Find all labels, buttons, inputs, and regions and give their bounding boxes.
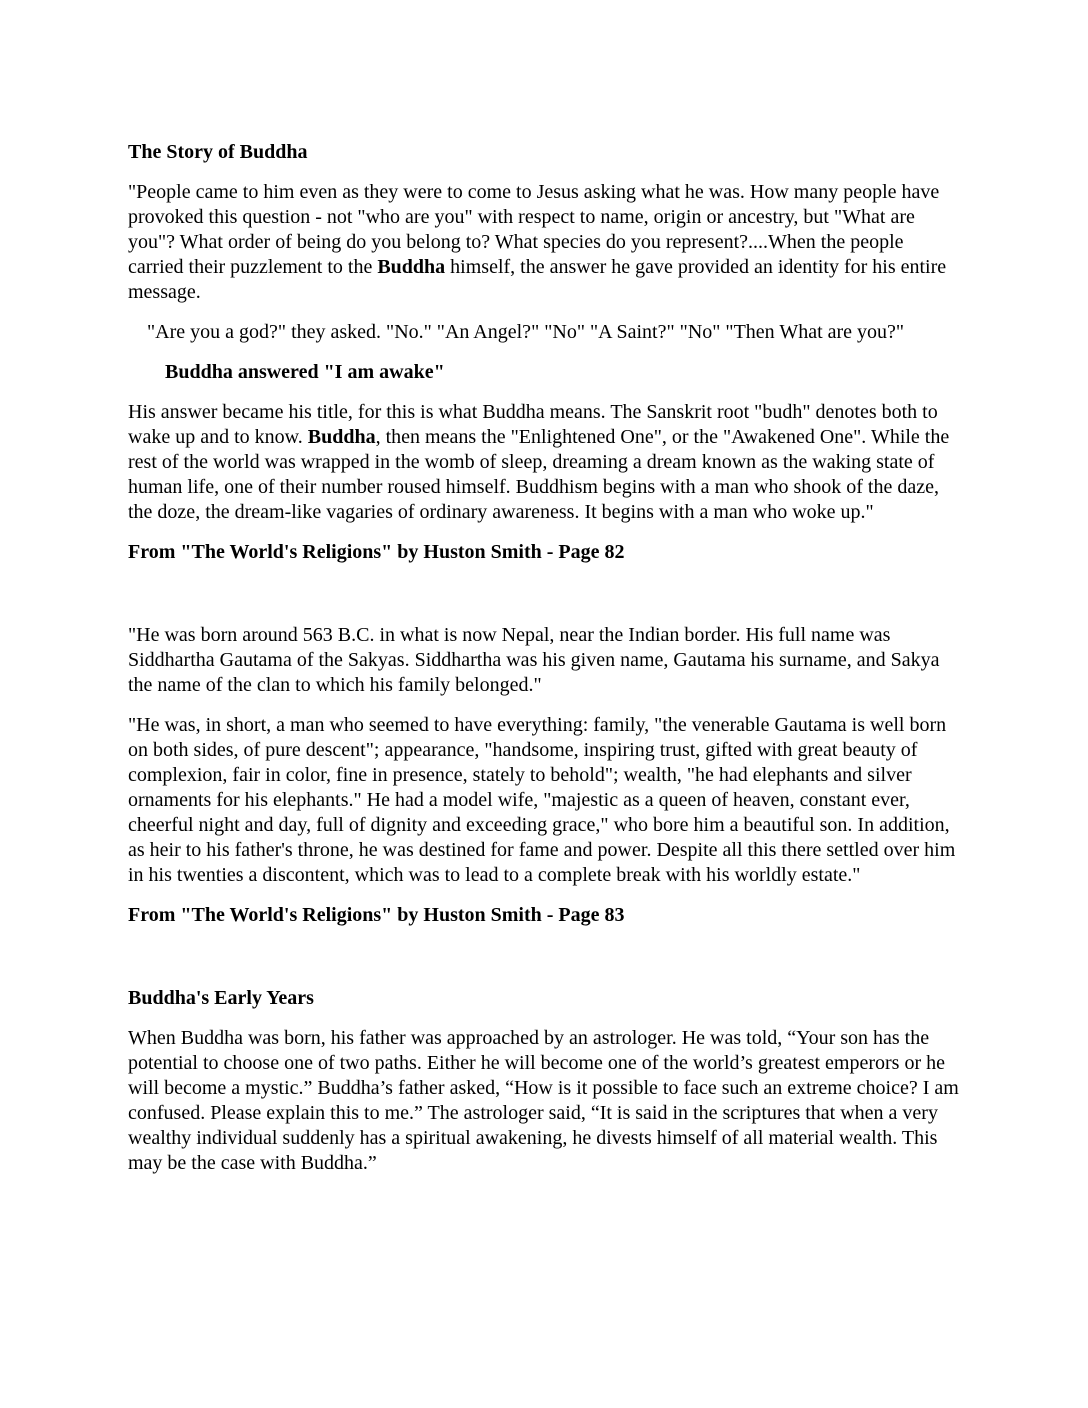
paragraph-answer-post: , then means the "Enlightened One", or the "Awakened One". While the rest of the world was wrapped in the womb of sleep, dreaming a dream known as the waking state of human life, one of their number roused himself. Buddhism begins with a man who shook of the daze, the doze, the dream-like vagaries of ordinary awareness. It begins with a man who woke up." (128, 426, 950, 523)
heading-early-years: Buddha's Early Years (128, 987, 314, 1009)
quote-line-are-you-a-god: "Are you a god?" they asked. "No." "An Angel?" "No" "A Saint?" "No" "Then What are you?" (147, 321, 905, 343)
bold-word-buddha-answer: Buddha (307, 426, 376, 448)
paragraph-answer-title (128, 400, 961, 525)
paragraph-intro (128, 180, 961, 305)
source-line-page-82: From "The World's Religions" by Huston Smith - Page 82 (128, 541, 625, 563)
page-title: The Story of Buddha (128, 141, 308, 163)
paragraph-birth: "He was born around 563 B.C. in what is now Nepal, near the Indian border. His full name was Siddhartha Gautama of the Sakyas. Siddhartha was his given name, Gautama his surname, and Sakya the name of the clan to which his family belonged." (128, 624, 940, 696)
paragraph-intro-pre: "People came to him even as they were to come to Jesus asking what he was. How many people have provoked this question - not "who are you" with respect to name, origin or ancestry, but "What are you"? What order of being do you belong to? What species do you represent?....When the people carried their puzzlement to the (128, 181, 940, 278)
bold-word-buddha-intro: Buddha (377, 256, 446, 278)
answer-line-i-am-awake: Buddha answered "I am awake" (165, 361, 445, 383)
paragraph-intro-post: himself, the answer he gave provided an identity for his entire message. (128, 256, 947, 303)
paragraph-everything: "He was, in short, a man who seemed to have everything: family, "the venerable Gautama is well born on both sides, of pure descent"; appearance, "handsome, inspiring trust, gifted with great beauty of complexion, fair in color, fine in presence, stately to behold"; wealth, "he had elephants and silver ornaments for his elephants." He had a model wife, "majestic as a queen of heaven, constant ever, cheerful night and day, full of dignity and exceeding grace," who bore him a beautiful son. In addition, as heir to his father's throne, he was destined for fame and power. Despite all this there settled over him in his twenties a discontent, which was to lead to a complete break with his worldly estate." (128, 714, 956, 886)
paragraph-astrologer: When Buddha was born, his father was approached by an astrologer. He was told, “Your son has the potential to choose one of two paths. Either he will become one of the world’s greatest emperors or he will become a mystic.” Buddha’s father asked, “How is it possible to face such an extreme choice? I am confused. Please explain this to me.” The astrologer said, “It is said in the scriptures that when a very wealthy individual suddenly has a spiritual awakening, he divests himself of all material wealth. This may be the case with Buddha.” (128, 1027, 959, 1174)
paragraph-answer-pre: His answer became his title, for this is what Buddha means. The Sanskrit root "budh" denotes both to wake up and to know. (128, 401, 938, 448)
source-line-page-83: From "The World's Religions" by Huston Smith - Page 83 (128, 904, 625, 926)
